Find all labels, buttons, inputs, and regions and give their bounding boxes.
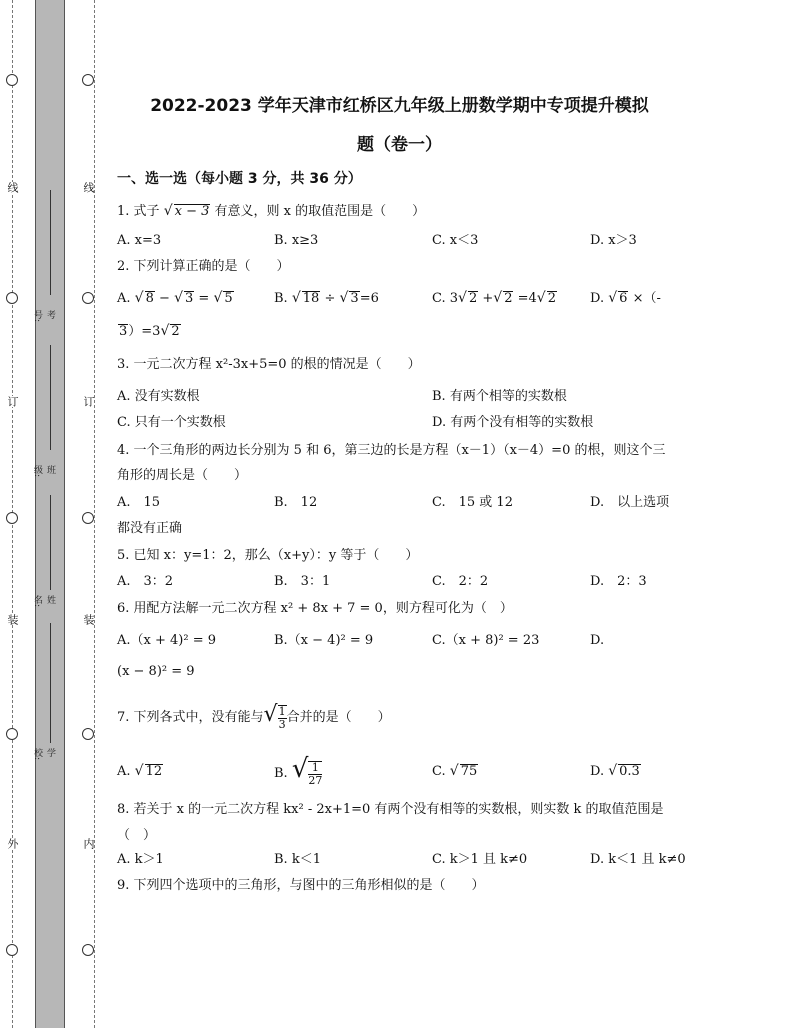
radicand: 18: [302, 291, 320, 306]
binding-hole: [6, 292, 18, 304]
radicand: 12: [145, 764, 163, 779]
radical-sign: √: [160, 323, 170, 339]
operator: −: [159, 291, 170, 306]
student-info-strip: [32, 0, 65, 1028]
q7-option-b: [274, 752, 322, 791]
field-underline: [50, 623, 51, 743]
q6-option-b: B.（x − 4)² = 9: [274, 633, 374, 648]
binding-hole: [6, 512, 18, 524]
radical-sign: √: [493, 290, 503, 306]
radicand: 75: [460, 764, 478, 779]
radical-sign: √: [263, 702, 278, 727]
question-2: 2. 下列计算正确的是（ ）: [117, 259, 290, 274]
question-6: 6. 用配方法解一元二次方程 x² + 8x + 7 = 0，则方程可化为（ ）: [117, 601, 513, 616]
outer-mark: 线: [6, 182, 19, 193]
field-label: 姓名:: [32, 595, 55, 608]
field-underline: [50, 495, 51, 590]
radicand: 2: [468, 291, 478, 306]
q5-option-a: A. 3：2: [117, 574, 174, 589]
option-label: D.: [590, 291, 605, 306]
option-label: A.: [117, 764, 131, 779]
radical-sign: √: [608, 290, 618, 306]
radical-sign: √: [536, 290, 546, 306]
q1-option-c: C. x＜3: [432, 233, 479, 248]
q7-post: 合并的是（ ）: [286, 710, 391, 725]
radicand: 3: [350, 291, 359, 306]
operator: +: [482, 291, 494, 306]
radicand: 5: [224, 291, 233, 306]
operator: =: [198, 291, 210, 306]
binding-hole: [82, 512, 94, 524]
q3-option-d: D. 有两个没有相等的实数根: [432, 415, 594, 430]
inner-mark: 线: [82, 182, 95, 193]
question-8: 8. 若关于 x 的一元二次方程 kx² - 2x+1=0 有两个没有相等的实数根，则实数 k 的取值范围是: [117, 802, 664, 817]
numerator: 1: [308, 762, 322, 775]
q6-option-a: A.（x + 4)² = 9: [117, 633, 216, 648]
q7-pre: 7. 下列各式中，没有能与: [117, 710, 264, 725]
operator: ÷: [324, 291, 336, 306]
q4-option-a: A. 15: [117, 495, 161, 510]
q5-option-c: C. 2：2: [432, 574, 489, 589]
radicand: 2: [171, 324, 180, 339]
operator: =4: [517, 291, 537, 306]
radical-sign: √: [134, 763, 144, 779]
question-8-cont: （ ）: [117, 828, 157, 843]
q8-option-c: C. k＞1 且 k≠0: [432, 852, 528, 867]
page-title-cont: 题（卷一）: [357, 135, 442, 155]
q6-option-d: D.: [590, 633, 605, 648]
q4-option-c: C. 15 或 12: [432, 495, 513, 510]
q1-option-d: D. x＞3: [590, 233, 637, 248]
radical-sign: √: [291, 290, 301, 306]
question-7: [117, 700, 391, 733]
q4-option-b: B. 12: [274, 495, 318, 510]
q3-option-b: B. 有两个相等的实数根: [432, 389, 567, 404]
operator: =6: [359, 291, 379, 306]
operator: ）=3: [128, 324, 161, 339]
field-label: 班级:: [32, 465, 55, 478]
question-1: [117, 203, 425, 220]
binding-hole: [82, 944, 94, 956]
option-label: D.: [590, 764, 605, 779]
q2-option-a: [117, 290, 234, 307]
q2-option-b: [274, 290, 379, 307]
q1-pre: 1. 式子: [117, 204, 160, 219]
radical-sign: √: [163, 203, 173, 219]
field-label: 考号:: [32, 310, 55, 323]
binding-hole: [6, 728, 18, 740]
binding-hole: [82, 728, 94, 740]
binding-hole: [6, 944, 18, 956]
q2-option-c: [432, 290, 557, 307]
q5-option-d: D. 2：3: [590, 574, 647, 589]
outer-mark: 外: [6, 838, 19, 849]
radical-sign: √: [174, 290, 183, 306]
q1-option-b: B. x≥3: [274, 233, 319, 248]
radicand: 3: [184, 291, 194, 306]
outer-mark: 订: [6, 396, 19, 407]
option-label: B.: [274, 766, 288, 781]
q1-radicand: x − 3: [174, 204, 210, 219]
field-underline: [50, 345, 51, 450]
q8-option-b: B. k＜1: [274, 852, 321, 867]
q6-option-c: C.（x + 8)² = 23: [432, 633, 540, 648]
page-title: 2022-2023 学年天津市红桥区九年级上册数学期中专项提升模拟: [150, 96, 649, 116]
radical-sign: √: [339, 290, 349, 306]
inner-cut-line: [94, 0, 95, 1028]
q4-option-d-cont: 都没有正确: [117, 521, 183, 536]
q7-option-d: [590, 763, 641, 780]
inner-mark: 订: [82, 396, 95, 407]
binding-hole: [82, 292, 94, 304]
q4-option-d: D. 以上选项: [590, 495, 670, 510]
operator: ×（-: [632, 291, 661, 306]
q8-option-a: A. k＞1: [117, 852, 164, 867]
question-9: 9. 下列四个选项中的三角形，与图中的三角形相似的是（ ）: [117, 878, 485, 893]
radicand: 3: [119, 324, 128, 339]
fraction: [278, 705, 287, 731]
question-3: 3. 一元二次方程 x²-3x+5=0 的根的情况是（ ）: [117, 357, 421, 372]
q5-option-b: B. 3：1: [274, 574, 331, 589]
radical-sign: √: [134, 290, 144, 306]
option-label: C.: [432, 764, 446, 779]
q7-option-c: [432, 763, 478, 780]
radicand: 6: [619, 291, 628, 306]
outer-mark: 装: [6, 614, 19, 625]
radical-sign: √: [291, 754, 309, 784]
q2-option-d: [590, 290, 661, 307]
question-4-cont: 角形的周长是（ ）: [117, 468, 248, 483]
radicand: 2: [504, 291, 513, 306]
q1-option-a: A. x=3: [117, 233, 162, 248]
fraction: [308, 761, 322, 787]
option-label: C. 3: [432, 291, 459, 306]
denominator: 27: [308, 773, 323, 787]
q6-option-d-cont: (x − 8)² = 9: [117, 664, 195, 679]
q8-option-d: D. k＜1 且 k≠0: [590, 852, 686, 867]
denominator: 3: [278, 717, 286, 731]
option-label: A.: [117, 291, 131, 306]
radical-sign: √: [449, 763, 459, 779]
q2-option-d-cont: [117, 323, 181, 340]
inner-mark: 内: [82, 838, 95, 849]
question-4: 4. 一个三角形的两边长分别为 5 和 6，第三边的长是方程（x－1）（x－4）=0 的根，则这个三: [117, 443, 666, 458]
inner-mark: 装: [82, 614, 95, 625]
section-heading: 一、选一选（每小题 3 分，共 36 分）: [117, 171, 362, 187]
field-underline: [50, 190, 51, 295]
binding-hole: [6, 74, 18, 86]
q1-post: 有意义，则 x 的取值范围是（ ）: [214, 204, 426, 219]
q3-option-c: C. 只有一个实数根: [117, 415, 226, 430]
numerator: 1: [278, 704, 286, 718]
q3-option-a: A. 没有实数根: [117, 389, 200, 404]
radical-sign: √: [213, 290, 223, 306]
binding-hole: [82, 74, 94, 86]
radicand: 8: [145, 291, 154, 306]
field-label: 学校:: [32, 748, 55, 761]
radicand: 0.3: [619, 764, 640, 779]
radical-sign: √: [608, 763, 618, 779]
option-label: B.: [274, 291, 288, 306]
question-5: 5. 已知 x：y=1：2，那么（x+y）：y 等于（ ）: [117, 548, 419, 563]
q7-option-a: [117, 763, 163, 780]
radicand: 2: [547, 291, 556, 306]
radical-sign: √: [458, 290, 467, 306]
